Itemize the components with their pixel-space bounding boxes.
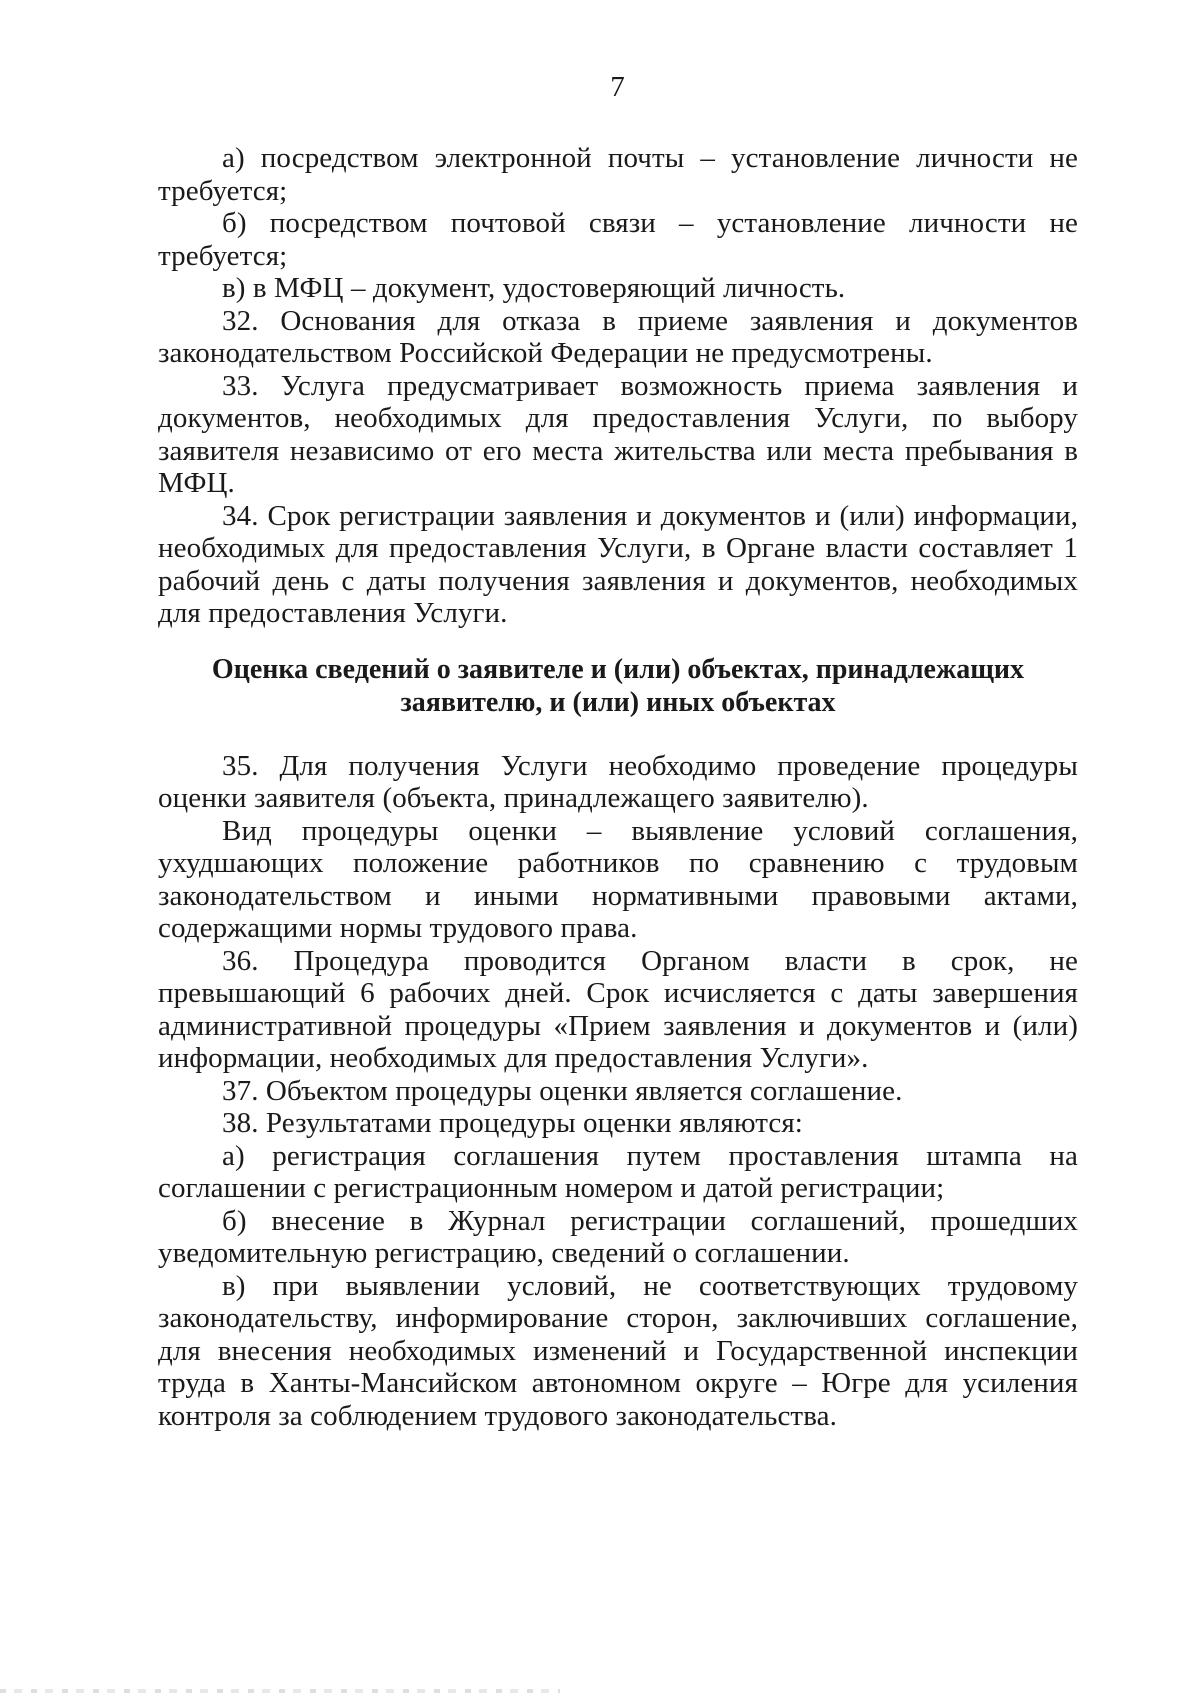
paragraph-evaluation-type: Вид процедуры оценки – выявление условий соглашения, ухудшающих положение работников по сравнению с трудовым законодательством и иными нормативными правовыми актами, содержащими нормы трудового права. [158,814,1078,944]
paragraph-item-a-email: а) посредством электронной почты – установление личности не требуется; [158,142,1078,207]
paragraph-38: 38. Результатами процедуры оценки являются: [222,1107,803,1139]
paragraph-result-b: б) внесение в Журнал регистрации соглашений, прошедших уведомительную регистрацию, сведений о соглашении. [158,1204,1078,1269]
paragraph-result-v: в) при выявлении условий, не соответствующих трудовому законодательству, информирование сторон, заключивших соглашение, для внесения необходимых изменений и Государственной инспекции труда в Ханты-Мансийском автономном округе – Югре для усиления контроля за соблюдением трудового законодательства. [158,1269,1078,1432]
scan-artifact [0,1689,560,1693]
paragraph-35: 35. Для получения Услуги необходимо проведение процедуры оценки заявителя (объекта, принадлежащего заявителю). [158,749,1078,814]
paragraph-33: 33. Услуга предусматривает возможность приема заявления и документов, необходимых для предоставления Услуги, по выбору заявителя независимо от его места жительства или места пребывания в МФЦ. [158,369,1078,499]
document-body [158,142,1078,1432]
paragraph-34: 34. Срок регистрации заявления и документов и (или) информации, необходимых для предоставления Услуги, в Органе власти составляет 1 рабочий день с даты получения заявления и документов, необходимых для предоставления Услуги. [158,499,1078,629]
paragraph-item-b-post: б) посредством почтовой связи – установление личности не требуется; [158,207,1078,272]
paragraph-36: 36. Процедура проводится Органом власти в срок, не превышающий 6 рабочих дней. Срок исчисляется с даты завершения административной процедуры «Прием заявления и документов и (или) информации, необходимых для предоставления Услуги». [158,944,1078,1074]
paragraph-37: 37. Объектом процедуры оценки является соглашение. [222,1074,903,1107]
page-number: 7 [610,71,625,103]
paragraph-32: 32. Основания для отказа в приеме заявления и документов законодательством Российской Федерации не предусмотрены. [158,304,1078,369]
paragraph-item-v-mfc: в) в МФЦ – документ, удостоверяющий личность. [222,272,846,304]
section-heading: Оценка сведений о заявителе и (или) объектах, принадлежащих заявителю, и (или) иных объектах [211,653,1025,718]
paragraph-result-a: а) регистрация соглашения путем проставления штампа на соглашении с регистрационным номером и датой регистрации; [158,1139,1078,1204]
